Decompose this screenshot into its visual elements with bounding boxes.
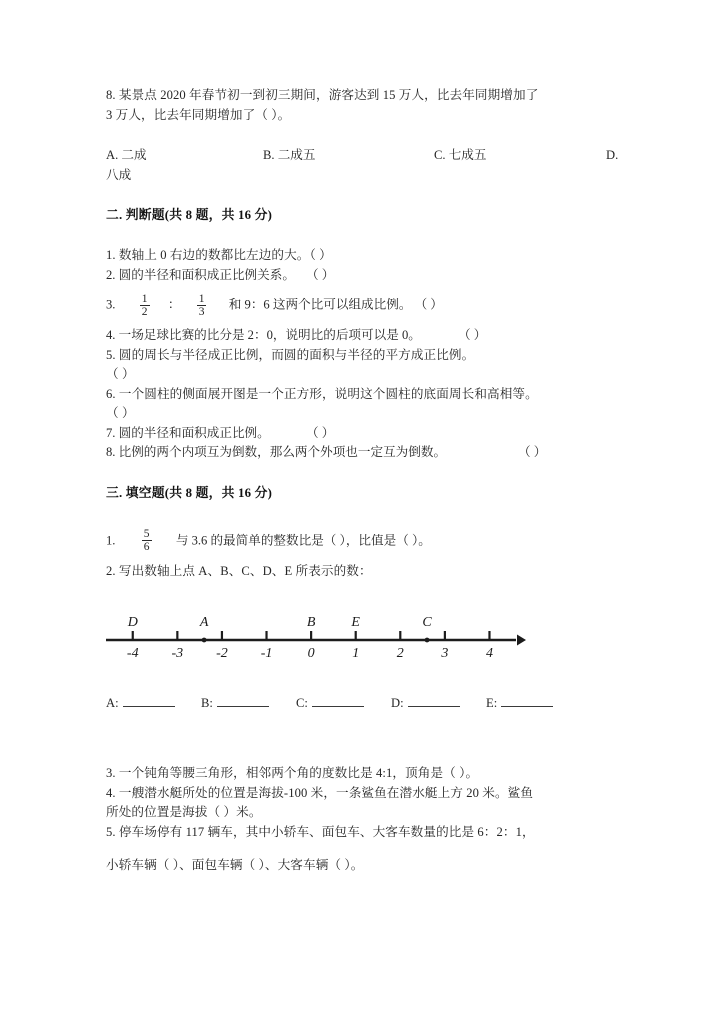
answer-blanks-row xyxy=(106,694,618,714)
spacer xyxy=(106,125,618,146)
point-label-b: B xyxy=(306,615,316,631)
axis-tick-label: -4 xyxy=(126,646,139,662)
answer-blank-e[interactable] xyxy=(486,694,553,714)
point-label-e: E xyxy=(351,615,360,631)
tf-item-3-bracket[interactable]: （ ） xyxy=(414,297,443,312)
spacer xyxy=(106,225,618,246)
fraction-numerator: 5 xyxy=(143,528,150,541)
fb-item-5-line-2: 小轿车辆（ ）、面包车辆（ ）、大客车辆（ ）。 xyxy=(106,858,364,873)
answer-blank-label: B: xyxy=(201,696,213,711)
axis-tick-label: 3 xyxy=(441,646,449,662)
answer-blank-line[interactable] xyxy=(501,696,553,707)
spacer xyxy=(106,463,618,484)
tf-item-5-bracket[interactable]: （ ） xyxy=(106,367,135,382)
tf-item-6: 6. 一个圆柱的侧面展开图是一个正方形，说明这个圆柱的底面周长和高相等。 xyxy=(106,386,538,401)
point-marker-a xyxy=(202,638,207,643)
tf-item-7-bracket[interactable]: （ ） xyxy=(306,425,335,440)
spacer xyxy=(106,185,618,206)
question-8 xyxy=(106,86,618,125)
option-a[interactable]: A. 二成 xyxy=(106,148,147,162)
point-marker-c xyxy=(425,638,430,643)
axis-tick-label: -2 xyxy=(216,646,228,662)
spacer xyxy=(106,756,618,764)
fraction-one-half xyxy=(140,293,150,318)
tf-item-3-number: 3. xyxy=(106,297,116,312)
answer-blank-a[interactable] xyxy=(106,694,175,714)
tf-item-4-text: 4. 一场足球比赛的比分是 2：0，说明比的后项可以是 0。 xyxy=(106,328,421,343)
tf-item-2-bracket[interactable]: （ ） xyxy=(306,267,335,282)
number-line-svg xyxy=(106,602,526,680)
tf-item-8 xyxy=(106,443,618,463)
point-label-c: C xyxy=(422,615,432,631)
spacer xyxy=(106,680,618,694)
answer-blank-label: A: xyxy=(106,696,119,711)
question-8-line-2: 3 万人，比去年同期增加了（ ）。 xyxy=(106,107,291,122)
answer-blank-line[interactable] xyxy=(217,696,269,707)
option-b[interactable]: B. 二成五 xyxy=(263,148,316,162)
spacer xyxy=(106,735,618,756)
fraction-denominator: 2 xyxy=(141,305,148,318)
tf-item-2 xyxy=(106,266,618,286)
answer-blank-c[interactable] xyxy=(296,694,364,714)
option-d-wrapped-text[interactable]: 八成 xyxy=(106,167,132,182)
answer-blank-label: E: xyxy=(486,696,498,711)
tf-item-8-bracket[interactable]: （ ） xyxy=(518,445,547,460)
point-label-a: A xyxy=(199,615,209,631)
tf-item-7 xyxy=(106,424,618,444)
answer-blank-b[interactable] xyxy=(201,694,269,714)
answer-blank-line[interactable] xyxy=(408,696,460,707)
answer-blank-line[interactable] xyxy=(312,696,364,707)
spacer xyxy=(106,503,618,524)
question-8-line-1: 8. 某景点 2020 年春节初一到初三期间，游客达到 15 万人，比去年同期增加了 xyxy=(106,88,539,102)
tf-item-3-text: 和 9：6 这两个比可以组成比例。 xyxy=(228,297,412,312)
axis-tick-label: 0 xyxy=(307,646,315,662)
fb-item-5-line-1: 5. 停车场停有 117 辆车，其中小轿车、面包车、大客车数量的比是 6：2：1， xyxy=(106,824,535,839)
answer-blank-label: C: xyxy=(296,696,308,711)
tf-item-2-text: 2. 圆的半径和面积成正比例关系。 xyxy=(106,267,295,282)
answer-blank-line[interactable] xyxy=(123,696,175,707)
spacer xyxy=(106,714,618,735)
ratio-colon: ： xyxy=(167,297,181,312)
fraction-five-sixths xyxy=(142,528,152,553)
fb-item-3: 3. 一个钝角等腰三角形，相邻两个角的度数比是 4:1，顶角是（ ）。 xyxy=(106,766,479,781)
fb-item-2: 2. 写出数轴上点 A、B、C、D、E 所表示的数： xyxy=(106,563,372,578)
axis-tick-label: 4 xyxy=(485,646,493,662)
fraction-denominator: 3 xyxy=(198,305,205,318)
spacer xyxy=(106,554,618,562)
option-c[interactable]: C. 七成五 xyxy=(434,148,487,162)
spacer xyxy=(106,318,618,326)
document-content xyxy=(106,86,618,876)
axis-tick-label: 2 xyxy=(396,646,404,662)
option-d[interactable]: D. xyxy=(606,148,619,162)
tf-item-5: 5. 圆的周长与半径成正比例，而圆的面积与半径的平方成正比例。 xyxy=(106,347,475,362)
spacer xyxy=(106,842,618,856)
fb-item-4-line-1: 4. 一艘潜水艇所处的位置是海拔-100 米，一条鲨鱼在潜水艇上方 20 米。鲨鱼 xyxy=(106,785,534,800)
tf-item-7-text: 7. 圆的半径和面积成正比例。 xyxy=(106,425,270,440)
fraction-numerator: 1 xyxy=(198,292,205,305)
tf-item-3 xyxy=(106,293,618,318)
point-label-d: D xyxy=(127,615,138,631)
tf-item-8-text: 8. 比例的两个内项互为倒数，那么两个外项也一定互为倒数。 xyxy=(106,445,447,460)
fraction-numerator: 1 xyxy=(141,292,148,305)
spacer xyxy=(106,285,618,293)
fraction-one-third xyxy=(197,293,207,318)
number-line-figure xyxy=(106,602,618,680)
section-heading-fill-blank: 三. 填空题(共 8 题，共 16 分) xyxy=(106,485,273,500)
fb-item-1-number: 1. xyxy=(106,533,116,548)
axis-tick-label: -3 xyxy=(171,646,184,662)
question-8-options xyxy=(106,146,618,185)
section-heading-true-false: 二. 判断题(共 8 题，共 16 分) xyxy=(106,208,273,222)
fraction-denominator: 6 xyxy=(143,541,150,554)
tf-item-4 xyxy=(106,326,618,346)
spacer xyxy=(106,581,618,602)
answer-blank-label: D: xyxy=(391,696,404,711)
axis-tick-label: 1 xyxy=(352,646,360,662)
tf-item-4-bracket[interactable]: （ ） xyxy=(458,328,487,343)
answer-blank-d[interactable] xyxy=(391,694,460,714)
tf-item-1: 1. 数轴上 0 右边的数都比左边的大。（ ） xyxy=(106,248,332,262)
tf-item-6-bracket[interactable]: （ ） xyxy=(106,406,135,421)
fb-item-4-line-2: 所处的位置是海拔（ ）米。 xyxy=(106,805,262,820)
axis-tick-label: -1 xyxy=(260,646,273,662)
fb-item-1 xyxy=(106,529,618,554)
axis-arrow-icon xyxy=(517,635,526,646)
fb-item-1-text: 与 3.6 的最简单的整数比是（ ），比值是（ ）。 xyxy=(175,533,431,548)
